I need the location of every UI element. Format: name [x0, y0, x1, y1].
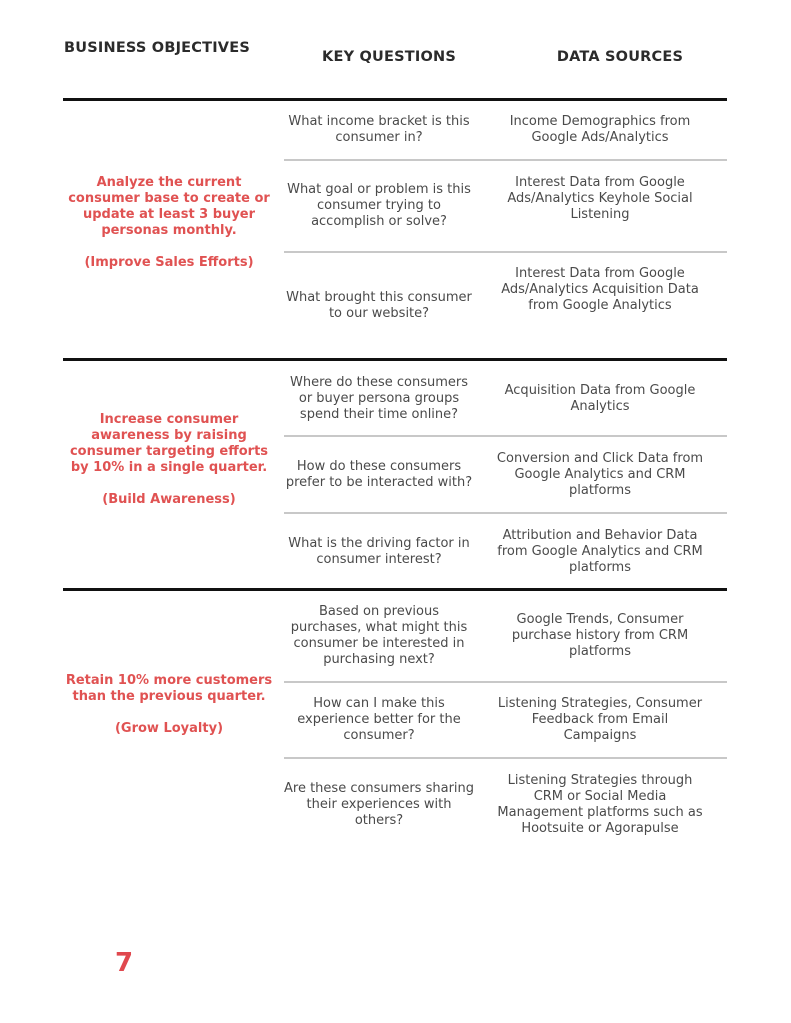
source-cell: Conversion and Click Data from Google Analytics and CRM platforms	[496, 451, 704, 498]
source-cell: Attribution and Behavior Data from Google Analytics and CRM platforms	[497, 528, 703, 575]
row-divider	[284, 435, 727, 437]
row-divider	[284, 159, 727, 161]
question-cell: What is the driving factor in consumer interest?	[288, 536, 470, 567]
source-cell: Interest Data from Google Ads/Analytics Acquisition Data from Google Analytics	[501, 266, 699, 313]
objective-2	[63, 412, 275, 508]
question-cell: Based on previous purchases, what might this consumer be interested in purchasing next?	[290, 604, 468, 667]
question-cell: Where do these consumers or buyer persona groups spend their time online?	[290, 375, 468, 422]
question-cell: How can I make this experience better for the consumer?	[297, 696, 461, 743]
row-divider	[284, 512, 727, 514]
question-cell: What income bracket is this consumer in?	[288, 114, 470, 145]
objective-text: Analyze the current consumer base to create or update at least 3 buyer personas monthly.	[68, 175, 270, 238]
source-cell: Listening Strategies through CRM or Social Media Management platforms such as Hootsuite or Agorapulse	[497, 773, 703, 836]
question-cell: Are these consumers sharing their experiences with others?	[284, 781, 475, 828]
source-cell: Interest Data from Google Ads/Analytics Keyhole Social Listening	[507, 175, 693, 222]
section-divider	[63, 358, 727, 361]
row-divider	[284, 251, 727, 253]
objective-text: Retain 10% more customers than the previous quarter.	[65, 673, 273, 704]
source-cell: Acquisition Data from Google Analytics	[504, 383, 696, 414]
objective-text: Increase consumer awareness by raising consumer targeting efforts by 10% in a single quarter.	[69, 412, 269, 475]
table-header	[63, 0, 727, 99]
objective-1	[63, 175, 275, 271]
header-data-sources: DATA SOURCES	[556, 49, 684, 65]
header-business-objectives: BUSINESS OBJECTIVES	[64, 40, 250, 56]
question-cell: What brought this consumer to our website?	[286, 290, 472, 321]
row-divider	[284, 681, 727, 683]
objective-goal: (Build Awareness)	[102, 492, 236, 507]
objective-goal: (Grow Loyalty)	[114, 721, 224, 736]
page-number: 7	[115, 948, 134, 978]
header-key-questions: KEY QUESTIONS	[322, 49, 456, 65]
section-divider	[63, 98, 727, 101]
source-cell: Listening Strategies, Consumer Feedback from Email Campaigns	[497, 696, 703, 743]
objective-goal: (Improve Sales Efforts)	[84, 255, 254, 270]
objective-3	[63, 673, 275, 737]
row-divider	[284, 757, 727, 759]
source-cell: Google Trends, Consumer purchase history from CRM platforms	[511, 612, 689, 659]
question-cell: How do these consumers prefer to be interacted with?	[285, 459, 473, 490]
section-divider	[63, 588, 727, 591]
question-cell: What goal or problem is this consumer trying to accomplish or solve?	[287, 182, 471, 229]
source-cell: Income Demographics from Google Ads/Analytics	[509, 114, 691, 145]
